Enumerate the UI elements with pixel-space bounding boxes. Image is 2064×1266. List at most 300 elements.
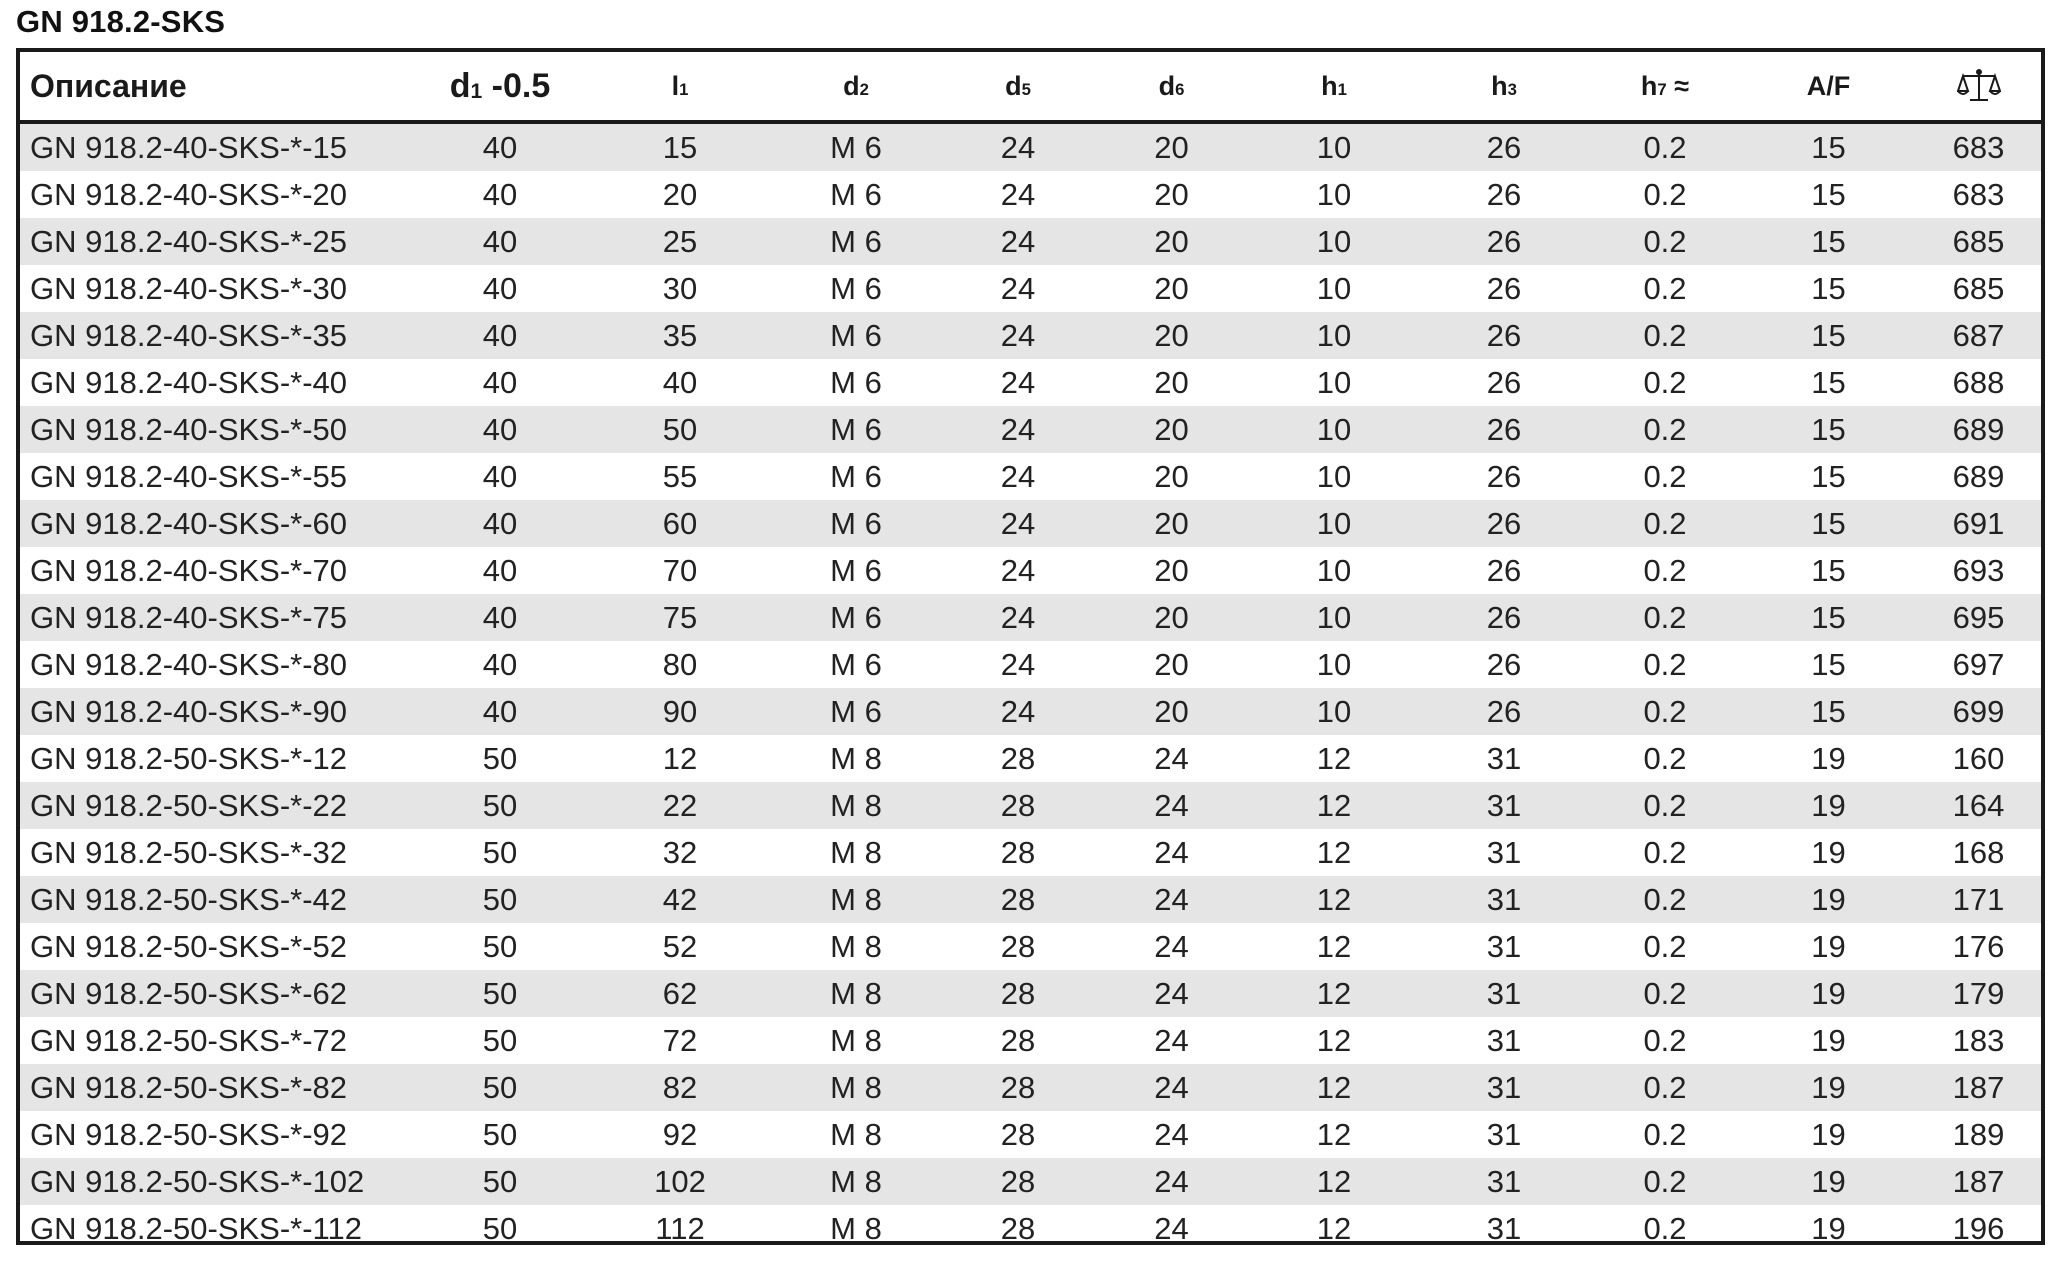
table-cell: 19	[1741, 735, 1916, 782]
row-description: GN 918.2-50-SKS-*-112	[20, 1205, 410, 1245]
table-cell: 24	[942, 641, 1094, 688]
table-cell: 19	[1741, 1111, 1916, 1158]
table-cell: 10	[1249, 500, 1419, 547]
table-cell: 40	[410, 453, 590, 500]
table-cell: 10	[1249, 122, 1419, 171]
table-cell: 24	[942, 453, 1094, 500]
table-cell: 699	[1916, 688, 2041, 735]
table-cell: M 8	[770, 923, 942, 970]
column-header-af: A/F	[1741, 52, 1916, 122]
column-header-d2: $d_2$	[770, 52, 942, 122]
table-cell: 31	[1419, 876, 1589, 923]
dimensions-table	[20, 52, 2041, 1245]
table-row	[20, 500, 2041, 547]
table-cell: 12	[1249, 735, 1419, 782]
table-row	[20, 122, 2041, 171]
table-cell: 0.2	[1589, 547, 1741, 594]
table-cell: 12	[1249, 829, 1419, 876]
row-description: GN 918.2-50-SKS-*-82	[20, 1064, 410, 1111]
row-description: GN 918.2-50-SKS-*-22	[20, 782, 410, 829]
table-cell: 24	[1094, 1017, 1249, 1064]
scale-icon	[1916, 68, 2041, 104]
table-cell: 685	[1916, 218, 2041, 265]
table-cell: 0.2	[1589, 1158, 1741, 1205]
table-cell: M 6	[770, 359, 942, 406]
table-cell: 12	[1249, 1064, 1419, 1111]
table-cell: M 6	[770, 406, 942, 453]
table-cell: 28	[942, 970, 1094, 1017]
table-cell: M 6	[770, 641, 942, 688]
table-cell: 0.2	[1589, 500, 1741, 547]
table-row	[20, 876, 2041, 923]
table-cell: 20	[1094, 218, 1249, 265]
table-cell: 20	[1094, 547, 1249, 594]
table-cell: 26	[1419, 359, 1589, 406]
table-cell: M 6	[770, 453, 942, 500]
document-title: GN 918.2-SKS	[16, 4, 226, 39]
table-cell: 50	[410, 876, 590, 923]
table-cell: 25	[590, 218, 770, 265]
row-description: GN 918.2-40-SKS-*-30	[20, 265, 410, 312]
row-description: GN 918.2-40-SKS-*-55	[20, 453, 410, 500]
table-cell: 92	[590, 1111, 770, 1158]
table-cell: 24	[1094, 1158, 1249, 1205]
table-cell: 0.2	[1589, 923, 1741, 970]
table-cell: 19	[1741, 970, 1916, 1017]
table-cell: 24	[942, 312, 1094, 359]
table-cell: 0.2	[1589, 735, 1741, 782]
table-cell: 20	[1094, 641, 1249, 688]
table-cell: 15	[1741, 122, 1916, 171]
table-cell: 19	[1741, 782, 1916, 829]
table-cell: 50	[410, 1111, 590, 1158]
table-cell: 24	[1094, 829, 1249, 876]
table-cell: 102	[590, 1158, 770, 1205]
table-body	[20, 122, 2041, 1245]
table-cell: M 8	[770, 1017, 942, 1064]
row-description: GN 918.2-40-SKS-*-90	[20, 688, 410, 735]
table-cell: 0.2	[1589, 782, 1741, 829]
table-cell: 19	[1741, 1017, 1916, 1064]
table-cell: 15	[1741, 312, 1916, 359]
table-cell: 22	[590, 782, 770, 829]
table-cell: 50	[590, 406, 770, 453]
table-cell: 10	[1249, 218, 1419, 265]
table-cell: 26	[1419, 500, 1589, 547]
table-cell: 15	[590, 122, 770, 171]
table-cell: 196	[1916, 1205, 2041, 1245]
table-cell: 26	[1419, 312, 1589, 359]
row-description: GN 918.2-50-SKS-*-42	[20, 876, 410, 923]
table-cell: M 8	[770, 829, 942, 876]
row-description: GN 918.2-50-SKS-*-32	[20, 829, 410, 876]
table-cell: M 8	[770, 876, 942, 923]
table-cell: 31	[1419, 829, 1589, 876]
table-cell: 31	[1419, 735, 1589, 782]
column-header-h7: $h_7$ ≈	[1589, 52, 1741, 122]
table-cell: 171	[1916, 876, 2041, 923]
table-cell: 164	[1916, 782, 2041, 829]
table-cell: 687	[1916, 312, 2041, 359]
table-row	[20, 829, 2041, 876]
column-header-h1: $h_1$	[1249, 52, 1419, 122]
table-cell: 20	[1094, 122, 1249, 171]
table-cell: 10	[1249, 688, 1419, 735]
table-cell: 50	[410, 923, 590, 970]
table-cell: 176	[1916, 923, 2041, 970]
table-cell: 28	[942, 1205, 1094, 1245]
table-cell: 31	[1419, 782, 1589, 829]
table-cell: 24	[942, 265, 1094, 312]
table-cell: 20	[590, 171, 770, 218]
table-cell: 20	[1094, 312, 1249, 359]
table-cell: 685	[1916, 265, 2041, 312]
table-row	[20, 359, 2041, 406]
table-row	[20, 970, 2041, 1017]
table-cell: M 8	[770, 1111, 942, 1158]
table-cell: 0.2	[1589, 406, 1741, 453]
table-cell: 10	[1249, 171, 1419, 218]
table-cell: 31	[1419, 1111, 1589, 1158]
table-cell: 12	[1249, 1205, 1419, 1245]
table-cell: 179	[1916, 970, 2041, 1017]
table-cell: 40	[590, 359, 770, 406]
table-cell: 40	[410, 171, 590, 218]
table-cell: 0.2	[1589, 265, 1741, 312]
table-cell: 28	[942, 1064, 1094, 1111]
table-cell: 28	[942, 1017, 1094, 1064]
table-cell: 26	[1419, 641, 1589, 688]
table-cell: 24	[942, 500, 1094, 547]
table-cell: 0.2	[1589, 312, 1741, 359]
table-cell: 28	[942, 782, 1094, 829]
table-cell: 82	[590, 1064, 770, 1111]
row-description: GN 918.2-50-SKS-*-52	[20, 923, 410, 970]
row-description: GN 918.2-40-SKS-*-35	[20, 312, 410, 359]
table-cell: 62	[590, 970, 770, 1017]
table-cell: 24	[1094, 735, 1249, 782]
table-cell: 10	[1249, 406, 1419, 453]
table-cell: 24	[942, 359, 1094, 406]
table-cell: 0.2	[1589, 1205, 1741, 1245]
row-description: GN 918.2-40-SKS-*-75	[20, 594, 410, 641]
table-cell: 26	[1419, 265, 1589, 312]
table-row	[20, 312, 2041, 359]
table-cell: 15	[1741, 406, 1916, 453]
table-cell: 24	[1094, 970, 1249, 1017]
row-description: GN 918.2-50-SKS-*-12	[20, 735, 410, 782]
table-cell: 15	[1741, 594, 1916, 641]
table-cell: 26	[1419, 218, 1589, 265]
table-cell: 75	[590, 594, 770, 641]
table-cell: 15	[1741, 547, 1916, 594]
table-cell: 12	[1249, 970, 1419, 1017]
table-cell: 28	[942, 735, 1094, 782]
row-description: GN 918.2-40-SKS-*-40	[20, 359, 410, 406]
table-cell: 31	[1419, 1158, 1589, 1205]
table-cell: 31	[1419, 970, 1589, 1017]
table-cell: 10	[1249, 265, 1419, 312]
table-cell: 15	[1741, 688, 1916, 735]
table-cell: 26	[1419, 547, 1589, 594]
row-description: GN 918.2-40-SKS-*-25	[20, 218, 410, 265]
table-cell: 0.2	[1589, 122, 1741, 171]
table-cell: 24	[1094, 923, 1249, 970]
column-header-d1: $d_1$ -0.5	[410, 52, 590, 122]
table-row	[20, 1111, 2041, 1158]
row-description: GN 918.2-40-SKS-*-50	[20, 406, 410, 453]
table-cell: 40	[410, 641, 590, 688]
table-cell: 10	[1249, 594, 1419, 641]
table-cell: 19	[1741, 923, 1916, 970]
table-cell: 40	[410, 688, 590, 735]
table-cell: 0.2	[1589, 876, 1741, 923]
table-row	[20, 641, 2041, 688]
table-cell: 28	[942, 1158, 1094, 1205]
table-row	[20, 1064, 2041, 1111]
table-cell: 24	[942, 218, 1094, 265]
table-cell: 187	[1916, 1158, 2041, 1205]
table-cell: 24	[942, 688, 1094, 735]
table-row	[20, 547, 2041, 594]
table-cell: 0.2	[1589, 1111, 1741, 1158]
table-cell: 189	[1916, 1111, 2041, 1158]
table-cell: M 6	[770, 312, 942, 359]
table-cell: 0.2	[1589, 453, 1741, 500]
table-cell: 24	[942, 122, 1094, 171]
table-cell: 50	[410, 1017, 590, 1064]
column-header-d6: $d_6$	[1094, 52, 1249, 122]
table-cell: M 6	[770, 122, 942, 171]
table-cell: 50	[410, 735, 590, 782]
table-cell: 24	[942, 547, 1094, 594]
table-cell: 0.2	[1589, 1064, 1741, 1111]
row-description: GN 918.2-50-SKS-*-102	[20, 1158, 410, 1205]
table-cell: 160	[1916, 735, 2041, 782]
table-cell: 15	[1741, 359, 1916, 406]
table-cell: 0.2	[1589, 641, 1741, 688]
table-row	[20, 923, 2041, 970]
table-cell: 24	[1094, 1205, 1249, 1245]
table-cell: 28	[942, 829, 1094, 876]
table-cell: 24	[1094, 1064, 1249, 1111]
table-cell: 0.2	[1589, 171, 1741, 218]
table-cell: 689	[1916, 406, 2041, 453]
table-cell: 20	[1094, 359, 1249, 406]
row-description: GN 918.2-40-SKS-*-60	[20, 500, 410, 547]
row-description: GN 918.2-50-SKS-*-92	[20, 1111, 410, 1158]
table-cell: 20	[1094, 265, 1249, 312]
table-row	[20, 782, 2041, 829]
table-cell: M 8	[770, 735, 942, 782]
table-row	[20, 594, 2041, 641]
table-cell: M 6	[770, 547, 942, 594]
table-cell: 28	[942, 1111, 1094, 1158]
table-cell: 31	[1419, 923, 1589, 970]
table-row	[20, 406, 2041, 453]
table-cell: M 6	[770, 265, 942, 312]
table-cell: 19	[1741, 1064, 1916, 1111]
table-cell: 20	[1094, 594, 1249, 641]
table-cell: 26	[1419, 453, 1589, 500]
table-cell: 26	[1419, 688, 1589, 735]
table-cell: M 6	[770, 500, 942, 547]
table-cell: 691	[1916, 500, 2041, 547]
table-cell: 10	[1249, 359, 1419, 406]
table-cell: 31	[1419, 1017, 1589, 1064]
table-cell: 20	[1094, 688, 1249, 735]
table-cell: M 6	[770, 218, 942, 265]
table-cell: 55	[590, 453, 770, 500]
table-cell: M 8	[770, 1158, 942, 1205]
row-description: GN 918.2-40-SKS-*-70	[20, 547, 410, 594]
table-cell: 12	[1249, 1017, 1419, 1064]
table-cell: 72	[590, 1017, 770, 1064]
table-cell: 0.2	[1589, 594, 1741, 641]
table-cell: 40	[410, 547, 590, 594]
table-cell: 30	[590, 265, 770, 312]
table-cell: 183	[1916, 1017, 2041, 1064]
table-cell: 19	[1741, 876, 1916, 923]
table-cell: 50	[410, 970, 590, 1017]
table-cell: 26	[1419, 122, 1589, 171]
table-cell: 15	[1741, 265, 1916, 312]
table-cell: 12	[1249, 1158, 1419, 1205]
table-row	[20, 1017, 2041, 1064]
table-row	[20, 265, 2041, 312]
table-cell: 24	[942, 594, 1094, 641]
table-cell: 695	[1916, 594, 2041, 641]
table-cell: 12	[1249, 782, 1419, 829]
table-cell: M 6	[770, 688, 942, 735]
table-cell: 50	[410, 829, 590, 876]
table-cell: 12	[590, 735, 770, 782]
table-cell: M 6	[770, 171, 942, 218]
table-cell: 26	[1419, 171, 1589, 218]
table-cell: 35	[590, 312, 770, 359]
table-cell: 0.2	[1589, 829, 1741, 876]
table-cell: 15	[1741, 453, 1916, 500]
table-cell: 40	[410, 594, 590, 641]
table-cell: 40	[410, 359, 590, 406]
column-header-d5: $d_5$	[942, 52, 1094, 122]
table-row	[20, 1205, 2041, 1245]
table-cell: 112	[590, 1205, 770, 1245]
table-cell: 683	[1916, 171, 2041, 218]
table-cell: 31	[1419, 1205, 1589, 1245]
table-cell: 40	[410, 122, 590, 171]
table-cell: 10	[1249, 312, 1419, 359]
table-row	[20, 735, 2041, 782]
table-cell: 20	[1094, 171, 1249, 218]
table-cell: 15	[1741, 218, 1916, 265]
table-cell: 40	[410, 312, 590, 359]
table-cell: 697	[1916, 641, 2041, 688]
table-cell: 0.2	[1589, 688, 1741, 735]
table-cell: 693	[1916, 547, 2041, 594]
table-cell: M 8	[770, 1205, 942, 1245]
table-cell: 19	[1741, 829, 1916, 876]
table-cell: M 6	[770, 594, 942, 641]
table-cell: 187	[1916, 1064, 2041, 1111]
table-cell: 15	[1741, 171, 1916, 218]
table-cell: 12	[1249, 876, 1419, 923]
table-cell: 40	[410, 218, 590, 265]
table-cell: 0.2	[1589, 970, 1741, 1017]
table-cell: 10	[1249, 641, 1419, 688]
column-header-weight	[1916, 52, 2041, 122]
table-cell: 28	[942, 876, 1094, 923]
table-cell: 24	[1094, 782, 1249, 829]
table-cell: 24	[1094, 876, 1249, 923]
table-cell: M 8	[770, 1064, 942, 1111]
table-cell: 40	[410, 500, 590, 547]
table-cell: 42	[590, 876, 770, 923]
table-cell: 50	[410, 1158, 590, 1205]
table-header-row	[20, 52, 2041, 122]
row-description: GN 918.2-40-SKS-*-15	[20, 122, 410, 171]
table-cell: 20	[1094, 500, 1249, 547]
table-cell: 12	[1249, 923, 1419, 970]
table-cell: 50	[410, 1205, 590, 1245]
table-row	[20, 1158, 2041, 1205]
table-cell: 26	[1419, 406, 1589, 453]
table-cell: 60	[590, 500, 770, 547]
table-cell: 40	[410, 406, 590, 453]
table-cell: 70	[590, 547, 770, 594]
table-cell: 168	[1916, 829, 2041, 876]
table-cell: 12	[1249, 1111, 1419, 1158]
dimensions-table-frame	[16, 48, 2045, 1245]
column-header-h3: $h_3$	[1419, 52, 1589, 122]
row-description: GN 918.2-50-SKS-*-62	[20, 970, 410, 1017]
table-cell: 10	[1249, 453, 1419, 500]
table-row	[20, 171, 2041, 218]
table-cell: 24	[1094, 1111, 1249, 1158]
table-cell: 10	[1249, 547, 1419, 594]
row-description: GN 918.2-40-SKS-*-20	[20, 171, 410, 218]
table-cell: 24	[942, 406, 1094, 453]
table-cell: 32	[590, 829, 770, 876]
table-cell: 90	[590, 688, 770, 735]
table-cell: 20	[1094, 453, 1249, 500]
table-cell: 28	[942, 923, 1094, 970]
table-cell: 50	[410, 1064, 590, 1111]
table-cell: 26	[1419, 594, 1589, 641]
table-cell: 52	[590, 923, 770, 970]
table-cell: 689	[1916, 453, 2041, 500]
table-cell: 15	[1741, 500, 1916, 547]
table-cell: 19	[1741, 1205, 1916, 1245]
table-cell: 683	[1916, 122, 2041, 171]
table-cell: 80	[590, 641, 770, 688]
table-cell: 0.2	[1589, 359, 1741, 406]
table-cell: 0.2	[1589, 218, 1741, 265]
table-cell: 24	[942, 171, 1094, 218]
table-cell: 688	[1916, 359, 2041, 406]
table-row	[20, 688, 2041, 735]
table-cell: 19	[1741, 1158, 1916, 1205]
table-row	[20, 453, 2041, 500]
column-header-description: Описание	[20, 52, 410, 122]
row-description: GN 918.2-50-SKS-*-72	[20, 1017, 410, 1064]
table-cell: 40	[410, 265, 590, 312]
table-cell: 20	[1094, 406, 1249, 453]
table-cell: 15	[1741, 641, 1916, 688]
table-cell: 50	[410, 782, 590, 829]
table-cell: 0.2	[1589, 1017, 1741, 1064]
row-description: GN 918.2-40-SKS-*-80	[20, 641, 410, 688]
